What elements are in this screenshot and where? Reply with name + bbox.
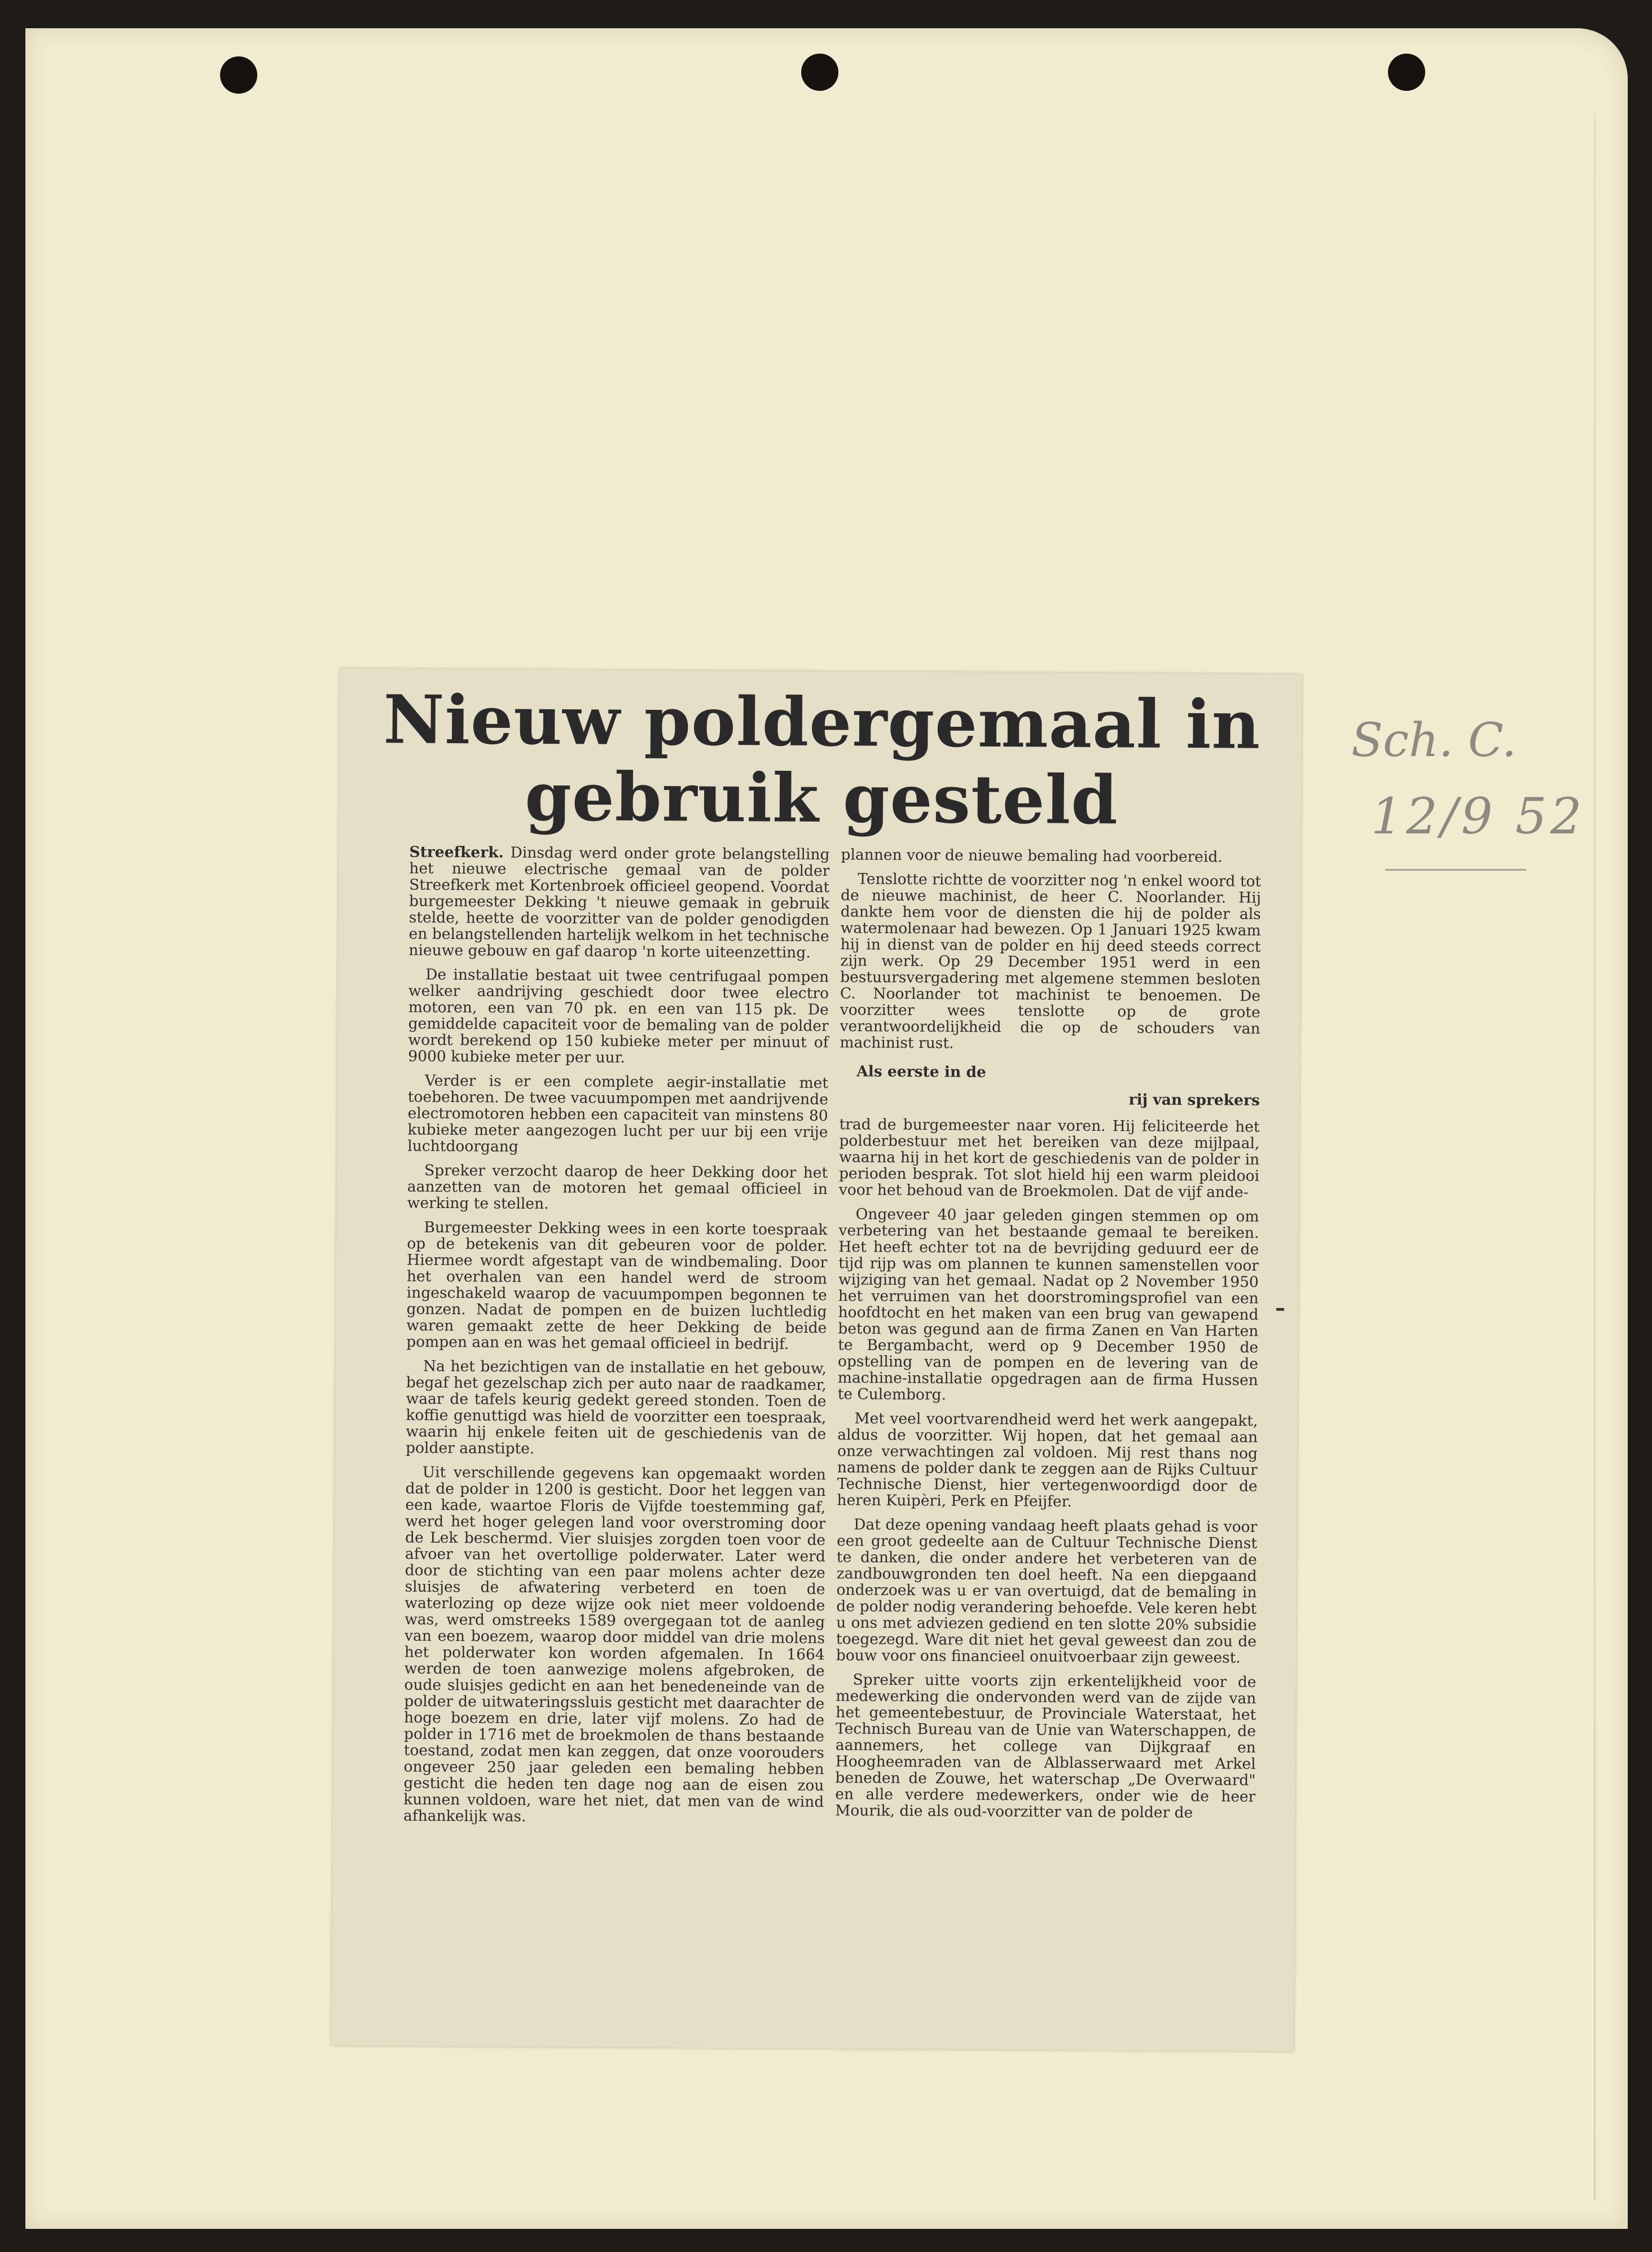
dateline: Streefkerk.: [409, 843, 504, 862]
paragraph: plannen voor de nieuwe bemaling had voorbereid.: [841, 846, 1223, 866]
binder-hole: [801, 54, 838, 91]
paragraph: Na het bezichtigen van de installatie en het gebouw, begaf het gezelschap zich per auto naar de raadkamer, waar de tafels keurig gedekt gereed stonden. Toen de koffie genuttigd was hield de voorzitter een toespraak, waarin hij enkele feiten uit de geschiedenis van de polder aanstipte.: [405, 1357, 827, 1458]
binder-hole: [1388, 54, 1425, 91]
paragraph: Ongeveer 40 jaar geleden gingen stemmen op om verbetering van het bestaande gemaal te bereiken. Het heeft echter tot na de bevrijding geduurd eer de tijd rijp was om plannen te kunnen samenstellen voor wijziging van het gemaal. Nadat op 2 November 1950 het verruimen van het doorstromingsprofiel van een hoofdtocht en het maken van een brug van gewapend beton was gegund aan de firma Zanen en Van Harten te Bergambacht, werd op 9 December 1950 de opstelling van de pompen en de levering van de machine-installatie opgedragen aan de firma Hussen te Culemborg.: [837, 1205, 1259, 1404]
article-column-right: [835, 846, 1262, 1829]
paragraph: Verder is er een complete aegir-installatie met toebehoren. De twee vacuumpompen met aandrijvende electromotoren hebben een capaciteit van minstens 80 kubieke meter aangezogen lucht per uur bij een vrije luchtdoorgang: [407, 1072, 829, 1156]
page-fold-line: [1594, 113, 1596, 2201]
paragraph: Met veel voortvarendheid werd het werk aangepakt, aldus de voorzitter. Wij hopen, dat het gemaal aan onze verwachtingen zal voldoen. Mij rest thans nog namens de polder dank te zeggen aan de Rijks Cultuur Technische Dienst, hier vertegenwoordigd door de heren Kuipèri, Perk en Pfeijfer.: [837, 1410, 1258, 1511]
print-speck: [1276, 1308, 1284, 1311]
paragraph: De installatie bestaat uit twee centrifugaal pompen welker aandrijving geschiedt door twee electro motoren, een van 70 pk. en een van 115 pk. De gemiddelde capaciteit voor de bemaling van de polder wordt berekend op 150 kubieke meter per minuut of 9000 kubieke meter per uur.: [408, 965, 829, 1066]
handwritten-annotation-source: Sch. C.: [1351, 714, 1517, 767]
paragraph: Burgemeester Dekking wees in een korte toespraak op de betekenis van dit gebeuren voor de polder. Hiermee wordt afgestapt van de windbemaling. Door het overhalen van een handel werd de stroom ingeschakeld waarop de vacuumpompen begonnen te gonzen. Nadat de pompen en de buizen luchtledig waren gemaakt zette de heer Dekking de beide pompen aan en was het gemaal officieel in bedrijf.: [406, 1218, 828, 1353]
subheading-part1: Als eerste in de: [856, 1063, 986, 1081]
newspaper-clipping: [332, 669, 1302, 2051]
handwritten-underline: [1385, 869, 1526, 871]
handwritten-annotation-date: 12/9 52: [1371, 787, 1585, 845]
paragraph: Uit verschillende gegevens kan opgemaakt worden dat de polder in 1200 is gesticht. Door het leggen van een kade, waartoe Floris de Vijfde toestemming gaf, werd het hoger gelegen land voor overstroming door de Lek beschermd. Vier sluisjes zorgden toen voor de afvoer van het overtollige polderwater. Later werd door de stichting van een paar molens achter deze sluisjes de afwatering verbeterd en toen de waterlozing op deze wijze ook niet meer voldoende was, werd omstreeks 1589 overgegaan tot de aanleg van een boezem, waarop door middel van drie molens het polderwater kon worden afgemalen. In 1664 werden de toen aanwezige molens afgebroken, de oude sluisjes gedicht en aan het benedeneinde van de polder de uitwateringssluis gesticht met daarachter de hoge boezem en drie, later vijf molens. Zo had de polder in 1716 met de broekmolen de thans bestaande toestand, zodat men kan zeggen, dat onze voorouders ongeveer 250 jaar geleden een bemaling hebben gesticht die heden ten dage nog aan de eisen zou kunnen voldoen, ware het niet, dat men van de wind afhankelijk was.: [403, 1463, 826, 1825]
binder-hole: [220, 56, 257, 94]
paragraph: Dat deze opening vandaag heeft plaats gehad is voor een groot gedeelte aan de Cultuur Technische Dienst te danken, die onder andere het verbeteren van de zandbouwgronden ten doel heeft. Na een diepgaand onderzoek was u er van overtuigd, dat de bemaling in de polder nodig verandering behoefde. Vele keren hebt u ons met adviezen gediend en ten slotte 20% subsidie toegezegd. Ware dit niet het geval geweest dan zou de bouw voor ons financieel onuitvoerbaar zijn geweest.: [836, 1516, 1258, 1667]
paragraph: Spreker verzocht daarop de heer Dekking door het aanzetten van de motoren het gemaal officieel in werking te stellen.: [407, 1161, 828, 1213]
paragraph: Streefkerk. Dinsdag werd onder grote belangstelling het nieuwe electrische gemaal van de polder Streefkerk met Kortenbroek officieel geopend. Voordat burgemeester Dekking 't nieuwe gemaak in gebruik stelde, heette de voorzitter van de polder genodigden en belangstellenden hartelijk welkom in het technische nieuwe gebouw en gaf daarop 'n korte uiteenzetting.: [408, 843, 830, 962]
paragraph: trad de burgemeester naar voren. Hij feliciteerde het polderbestuur met het bereiken van deze mijlpaal, waarna hij in het kort de geschiedenis van de polder in perioden besprak. Tot slot hield hij een warm pleidooi voor het behoud van de Broekmolen. Dat de vijf ande-: [838, 1116, 1260, 1201]
article-column-left: [403, 844, 830, 1835]
paragraph: Spreker uitte voorts zijn erkentelijkheid voor de medewerking die ondervonden werd van de zijde van het gemeentebestuur, de Provinciale Waterstaat, het Technisch Bureau van de Unie van Waterschappen, de aannemers, het college van Dijkgraaf en Hoogheemraden van de Alblasserwaard met Arkel beneden de Zouwe, het waterschap „De Overwaard" en alle verdere medewerkers, onder wie de heer Mourik, die als oud-voorzitter van de polder de: [835, 1671, 1256, 1822]
paragraph: Tenslotte richtte de voorzitter nog 'n enkel woord tot de nieuwe machinist, de heer C. Noorlander. Hij dankte hem voor de diensten die hij de polder als watermolenaar had bewezen. Op 1 Januari 1925 kwam hij in dienst van de polder en hij deed steeds correct zijn werk. Op 29 December 1951 werd in een bestuursvergadering met algemene stemmen besloten C. Noorlander tot machinist te benoemen. De voorzitter wees tenslotte op de grote verantwoordelijkheid die op de schouders van machinist rust.: [840, 870, 1262, 1052]
subheading-part2: rij van sprekers: [1128, 1091, 1260, 1109]
headline: Nieuw poldergemaal in gebruik gesteld: [383, 680, 1261, 840]
subheading: [840, 1063, 1260, 1109]
